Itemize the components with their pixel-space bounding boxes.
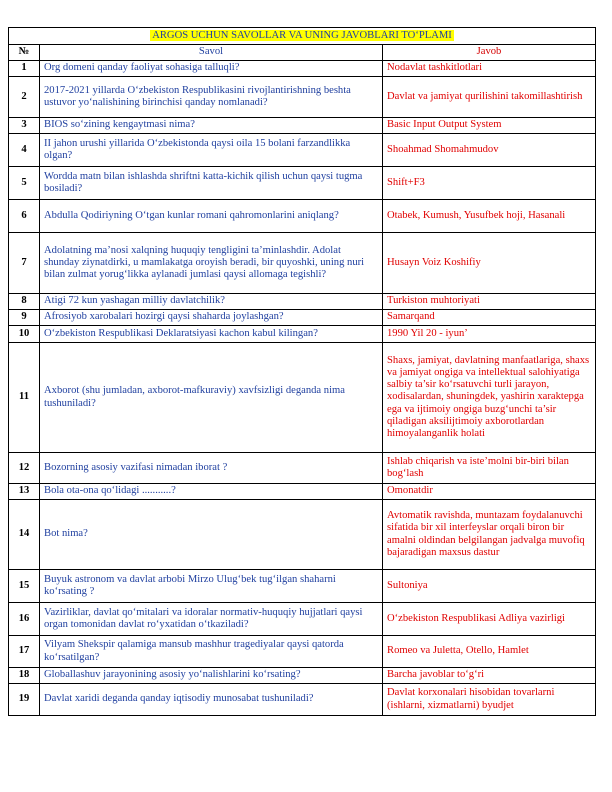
- question-cell: Org domeni qanday faoliyat sohasiga talluqli?: [40, 61, 383, 77]
- row-number: 1: [9, 61, 40, 77]
- table-row: [9, 326, 596, 343]
- table-row: [9, 200, 596, 233]
- question-cell: Vilyam Shekspir qalamiga mansub mashhur tragediyalar qaysi qatorda ko‘rsatilgan?: [40, 636, 383, 668]
- table-row: [9, 570, 596, 603]
- table-row: [9, 118, 596, 134]
- question-cell: O‘zbekiston Respublikasi Deklaratsiyasi kachon kabul kilingan?: [40, 326, 383, 343]
- qa-table: [8, 27, 596, 716]
- row-number: 12: [9, 453, 40, 484]
- table-row: [9, 636, 596, 668]
- row-number: 15: [9, 570, 40, 603]
- table-row: [9, 310, 596, 326]
- question-cell: Wordda matn bilan ishlashda shriftni katta-kichik qilish uchun qaysi tugma bosiladi?: [40, 167, 383, 200]
- answer-cell: Romeo va Juletta, Otello, Hamlet: [383, 636, 596, 668]
- row-number: 5: [9, 167, 40, 200]
- row-number: 18: [9, 668, 40, 684]
- row-number: 13: [9, 484, 40, 500]
- table-row: [9, 167, 596, 200]
- row-number: 17: [9, 636, 40, 668]
- table-row: [9, 233, 596, 294]
- question-cell: Bozorning asosiy vazifasi nimadan iborat ?: [40, 453, 383, 484]
- question-cell: Axborot (shu jumladan, axborot-mafkuraviy) xavfsizligi deganda nima tushuniladi?: [40, 343, 383, 453]
- qa-document: [8, 27, 595, 716]
- answer-cell: O‘zbekiston Respublikasi Adliya vazirligi: [383, 603, 596, 636]
- table-row: [9, 134, 596, 167]
- answer-cell: Avtomatik ravishda, muntazam foydalanuvchi sifatida bir xil interfeyslar orqali biron bir amalni oldindan belgilangan jadvalga muvofiq bajaradigan maxsus dastur: [383, 500, 596, 570]
- answer-cell: Davlat va jamiyat qurilishini takomillashtirish: [383, 77, 596, 118]
- row-number: 11: [9, 343, 40, 453]
- table-title-cell: [9, 28, 596, 45]
- header-number: №: [9, 45, 40, 61]
- row-number: 8: [9, 294, 40, 310]
- table-title: ARGOS UCHUN SAVOLLAR VA UNING JAVOBLARI TO‘PLAMI: [152, 29, 452, 41]
- row-number: 19: [9, 684, 40, 716]
- answer-cell: Barcha javoblar to‘g‘ri: [383, 668, 596, 684]
- row-number: 6: [9, 200, 40, 233]
- header-question: Savol: [40, 45, 383, 61]
- answer-cell: Shaxs, jamiyat, davlatning manfaatlariga, shaxs va jamiyat ongiga va intellektual salohiyatiga salbiy ta’sir ko‘rsatuvchi turli jarayon, xodisalardan, shuningdek, yashirin xaraktерga ega va ijtimoiy ongiga buzg‘unchi ta’sir qiladigan aksilijtimoiy axborotlardan himoyalanganlik holati: [383, 343, 596, 453]
- header-row: [9, 45, 596, 61]
- answer-cell: Omonatdir: [383, 484, 596, 500]
- answer-cell: Shift+F3: [383, 167, 596, 200]
- row-number: 14: [9, 500, 40, 570]
- answer-cell: Otabek, Kumush, Yusufbek hoji, Hasanali: [383, 200, 596, 233]
- header-answer: Javob: [383, 45, 596, 61]
- row-number: 2: [9, 77, 40, 118]
- table-row: [9, 61, 596, 77]
- question-cell: Abdulla Qodiriyning O‘tgan kunlar romani qahromonlarini aniqlang?: [40, 200, 383, 233]
- row-number: 3: [9, 118, 40, 134]
- question-cell: Buyuk astronom va davlat arbobi Mirzo Ulug‘bek tug‘ilgan shaharni ko‘rsating ?: [40, 570, 383, 603]
- answer-cell: Husayn Voiz Koshifiy: [383, 233, 596, 294]
- answer-cell: 1990 Yil 20 - iyun’: [383, 326, 596, 343]
- table-row: [9, 684, 596, 716]
- table-row: [9, 343, 596, 453]
- answer-cell: Shoahmad Shomahmudov: [383, 134, 596, 167]
- question-cell: Atigi 72 kun yashagan milliy davlatchilik?: [40, 294, 383, 310]
- question-cell: Bot nima?: [40, 500, 383, 570]
- table-row: [9, 668, 596, 684]
- row-number: 9: [9, 310, 40, 326]
- table-row: [9, 484, 596, 500]
- table-row: [9, 453, 596, 484]
- row-number: 4: [9, 134, 40, 167]
- question-cell: II jahon urushi yillarida O‘zbekistonda qaysi oila 15 bolani farzandlikka olgan?: [40, 134, 383, 167]
- answer-cell: Nodavlat tashkitlotlari: [383, 61, 596, 77]
- table-row: [9, 603, 596, 636]
- table-row: [9, 77, 596, 118]
- question-cell: Globallashuv jarayonining asosiy yo‘nalishlarini ko‘rsating?: [40, 668, 383, 684]
- question-cell: 2017-2021 yillarda O‘zbekiston Respublikasini rivojlantirishning beshta ustuvor yo‘nalishining birinchisi qanday nomlanadi?: [40, 77, 383, 118]
- question-cell: Adolatning ma’nosi xalqning huquqiy tengligini ta’minlashdir. Adolat shunday ziynatdirki, u mamlakatga oroyish beradi, bir quyoshki, uning nuri bilan zulmat yorug‘likka aylanadi jumlasi qaysi allomaga tegishli?: [40, 233, 383, 294]
- question-cell: Davlat xaridi deganda qanday iqtisodiy munosabat tushuniladi?: [40, 684, 383, 716]
- question-cell: Bola ota-ona qo‘lidagi ...........?: [40, 484, 383, 500]
- question-cell: BIOS so‘zining kengaytmasi nima?: [40, 118, 383, 134]
- row-number: 7: [9, 233, 40, 294]
- answer-cell: Basic Input Output System: [383, 118, 596, 134]
- table-row: [9, 500, 596, 570]
- row-number: 16: [9, 603, 40, 636]
- table-row: [9, 294, 596, 310]
- answer-cell: Ishlab chiqarish va iste’molni bir-biri bilan bog‘lash: [383, 453, 596, 484]
- answer-cell: Davlat korxonalari hisobidan tovarlarni (ishlarni, xizmatlarni) byudjet: [383, 684, 596, 716]
- question-cell: Vazirliklar, davlat qo‘mitalari va idoralar normativ-huquqiy hujjatlari qaysi organ tomonidan davlat ro‘yxatidan o‘tkaziladi?: [40, 603, 383, 636]
- answer-cell: Turkiston muhtoriyati: [383, 294, 596, 310]
- answer-cell: Sultoniya: [383, 570, 596, 603]
- question-cell: Afrosiyob xarobalari hozirgi qaysi shaharda joylashgan?: [40, 310, 383, 326]
- answer-cell: Samarqand: [383, 310, 596, 326]
- row-number: 10: [9, 326, 40, 343]
